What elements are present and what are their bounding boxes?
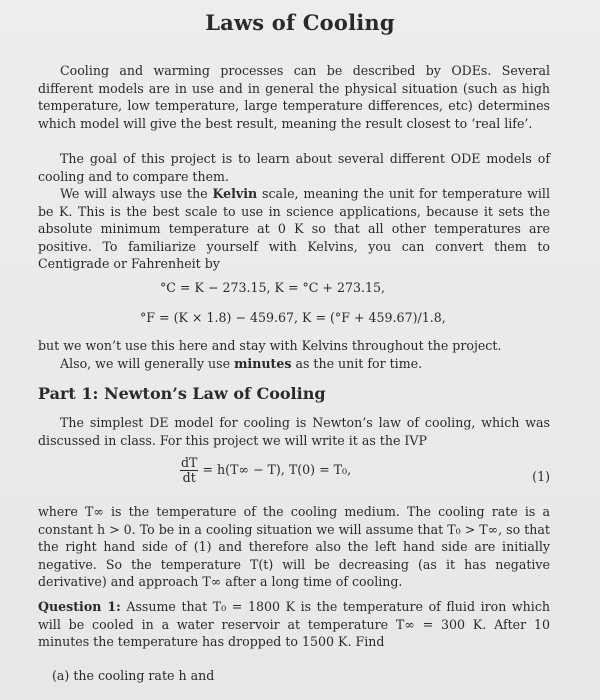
conversion-equation-2: °F = (K × 1.8) − 459.67, K = (°F + 459.67)/1.8,: [140, 310, 446, 325]
question-1-label: Question 1:: [38, 599, 121, 614]
fraction-denominator: dt: [182, 470, 196, 485]
ivp-equation: [180, 456, 351, 485]
kelvin-bold: Kelvin: [212, 186, 258, 201]
question-1-item-a: (a) the cooling rate h and: [52, 668, 215, 683]
intro-paragraph-4: but we won’t use this here and stay with Kelvins throughout the project.: [38, 338, 502, 353]
intro-paragraph-3: We will always use the Kelvin scale, meaning the unit for temperature will be K. This is the best scale to use in science applications, because it sets the absolute minimum temperature at 0 K so that all other temperatures are positive. To familiarize yourself with Kelvins, you can convert them to Centigrade or Fahrenheit by: [38, 186, 550, 272]
document-title: Laws of Cooling: [205, 10, 395, 35]
conversion-equation-1: °C = K − 273.15, K = °C + 273.15,: [160, 280, 386, 295]
intro-paragraph-1: Cooling and warming processes can be described by ODEs. Several different models are in use and in general the physical situation (such as high temperature, low temperature, large temperature differences, etc) determines which model will give the best result, meaning the result closest to ‘real life’.: [38, 63, 550, 131]
intro-paragraph-2: The goal of this project is to learn about several different ODE models of cooling and to compare them.: [38, 151, 550, 184]
fraction-numerator: dT: [181, 455, 198, 470]
derivative-fraction: [180, 456, 198, 485]
minutes-bold: minutes: [234, 356, 292, 371]
equation-number: (1): [532, 469, 550, 484]
question-1: Question 1: Assume that T₀ = 1800 K is the temperature of fluid iron which will be cooled in a water reservoir at temperature T∞ = 300 K. After 10 minutes the temperature has dropped to 1500 K. Find: [38, 599, 550, 650]
equation-rhs: = h(T∞ − T), T(0) = T₀,: [202, 462, 352, 477]
part1-heading: Part 1: Newton’s Law of Cooling: [38, 384, 326, 403]
part1-paragraph-2: where T∞ is the temperature of the cooling medium. The cooling rate is a constant h > 0. To be in a cooling situation we will assume that T₀ > T∞, so that the right hand side of (1) and therefore also the left hand side are initially negative. So the temperature T(t) will be decreasing (as it has negative derivative) and approach T∞ after a long time of cooling.: [38, 504, 550, 590]
intro-paragraph-5: Also, we will generally use minutes as the unit for time.: [60, 356, 423, 371]
part1-paragraph-1: The simplest DE model for cooling is Newton’s law of cooling, which was discussed in class. For this project we will write it as the IVP: [38, 415, 550, 448]
